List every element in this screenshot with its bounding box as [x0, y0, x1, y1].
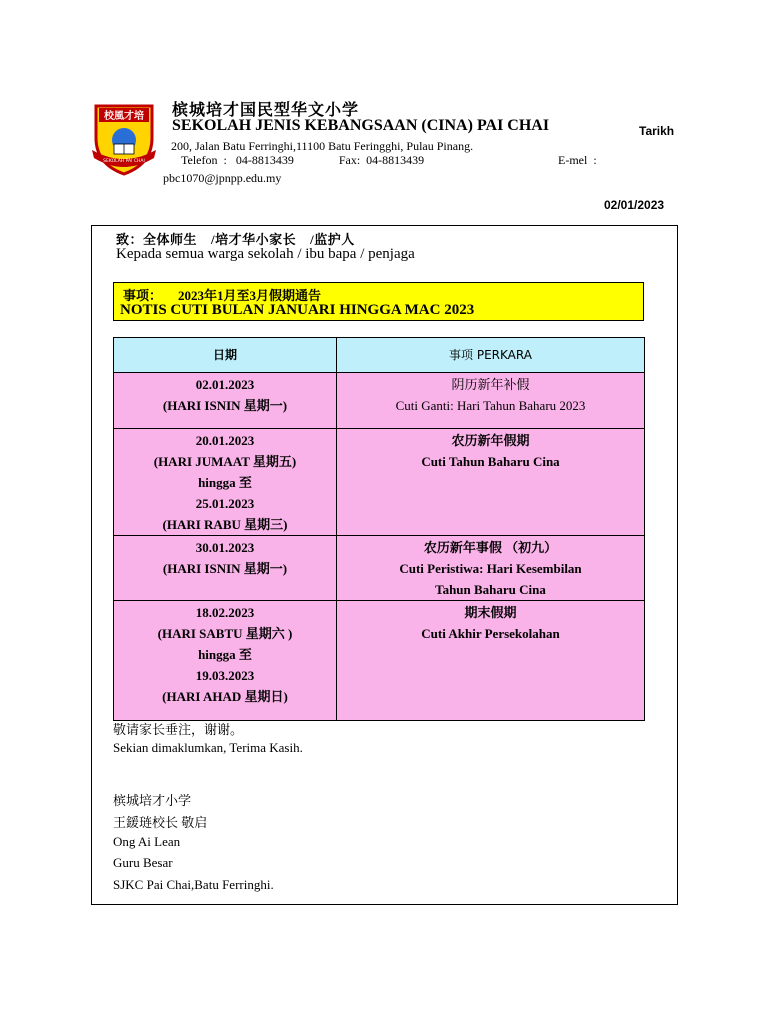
row2-day-start: (HARI JUMAAT 星期五): [153, 454, 297, 469]
signature-school-cn: 槟城培才小学: [113, 793, 192, 808]
logo-band-text: SEKOLAH PAI CHAI: [103, 159, 145, 164]
row3-date: 30.01.2023: [195, 540, 255, 555]
row4-date-start: 18.02.2023: [195, 605, 255, 620]
recipients-ms: Kepada semua warga sekolah / ibu bapa / penjaga: [116, 246, 415, 262]
signature-name: Ong Ai Lean: [113, 834, 181, 849]
recipients-cn-2: /培才华小家长: [211, 232, 297, 247]
contact-line: [181, 153, 424, 168]
signature-title: Guru Besar: [113, 855, 173, 870]
notice-title-box: [113, 282, 644, 321]
holiday-schedule-table: [113, 337, 645, 721]
closing-ms: Sekian dimaklumkan, Terima Kasih.: [113, 740, 303, 755]
table-row: [114, 373, 645, 429]
row1-date: 02.01.2023: [195, 377, 255, 392]
row2-date-end: 25.01.2023: [195, 496, 255, 511]
row2-day-end: (HARI RABU 星期三): [162, 517, 288, 532]
logo-text: 校風才培: [104, 111, 144, 122]
telefon-sep: :: [223, 153, 227, 167]
row4-date-end: 19.03.2023: [195, 668, 255, 683]
letter-date: 02/01/2023: [604, 198, 665, 212]
fax-number: 04-8813439: [366, 153, 425, 167]
email-label-line: [558, 153, 597, 168]
row2-date-start: 20.01.2023: [195, 433, 255, 448]
row3-event-cn: 农历新年事假 （初九）: [423, 540, 558, 555]
school-address: 200, Jalan Batu Ferringhi,11100 Batu Feringghi, Pulau Pinang.: [171, 139, 474, 153]
notice-title-ms: NOTIS CUTI BULAN JANUARI HINGGA MAC 2023: [120, 302, 475, 318]
row1-day: (HARI ISNIN 星期一): [162, 398, 288, 413]
telefon-label: Telefon: [181, 153, 218, 167]
row4-day-start: (HARI SABTU 星期六 ): [157, 626, 293, 641]
row1-event-cn: 阴历新年补假: [451, 377, 530, 392]
header-event: 事项 PERKARA: [337, 338, 645, 373]
row4-day-end: (HARI AHAD 星期日): [162, 689, 288, 704]
table-row: [114, 536, 645, 601]
notice-label: 事项：: [123, 288, 163, 303]
school-name-cn: 槟城培才国民型华文小学: [172, 102, 360, 119]
row2-until: hingga 至: [198, 475, 252, 490]
row1-event-ms: Cuti Ganti: Hari Tahun Baharu 2023: [395, 398, 586, 413]
table-row: [114, 429, 645, 536]
table-row: [114, 601, 645, 721]
email-sep: :: [593, 153, 597, 167]
tarikh-label: Tarikh: [639, 124, 675, 138]
school-crest-logo: [88, 98, 160, 176]
row4-event-cn: 期末假期: [464, 605, 517, 620]
row2-event-ms: Cuti Tahun Baharu Cina: [421, 454, 560, 469]
table-header-row: [114, 338, 645, 373]
row4-event-ms: Cuti Akhir Persekolahan: [421, 626, 560, 641]
recipients-prefix: 致：: [116, 232, 144, 247]
recipients-cn-1: 全体师生: [143, 232, 198, 247]
closing-cn: 敬请家长垂注，谢谢。: [113, 722, 244, 737]
row4-until: hingga 至: [198, 647, 252, 662]
email-address[interactable]: pbc1070@jpnpp.edu.my: [163, 171, 282, 185]
fax-sep: :: [356, 153, 361, 167]
school-name-ms: SEKOLAH JENIS KEBANGSAAN (CINA) PAI CHAI: [172, 117, 550, 134]
signature-head-cn: 王鍰琏校长 敬启: [113, 815, 208, 830]
notice-title-cn: 2023年1月至3月假期通告: [178, 288, 322, 303]
email-label: E-mel: [558, 153, 588, 167]
row2-event-cn: 农历新年假期: [451, 433, 530, 448]
header-date: 日期: [114, 338, 337, 373]
fax-label: Fax: [338, 153, 357, 167]
row3-day: (HARI ISNIN 星期一): [162, 561, 288, 576]
row3-event-ms-2: Tahun Baharu Cina: [435, 582, 546, 597]
signature-school: SJKC Pai Chai,Batu Ferringhi.: [113, 877, 274, 892]
row3-event-ms-1: Cuti Peristiwa: Hari Kesembilan: [399, 561, 582, 576]
recipients-cn-3: /监护人: [310, 232, 355, 247]
telefon-number: 04-8813439: [235, 153, 294, 167]
